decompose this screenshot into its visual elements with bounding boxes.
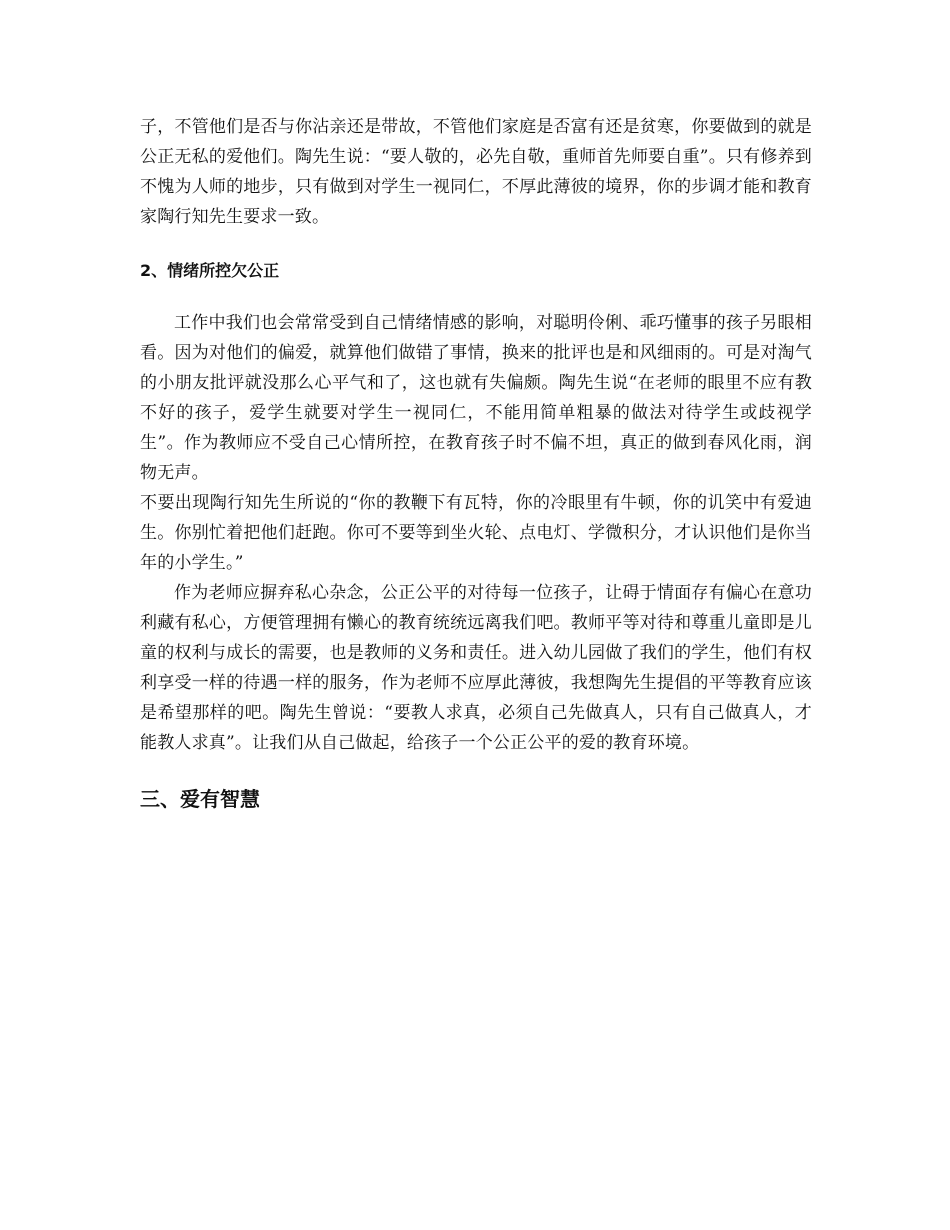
section-heading-wisdom: 三、爱有智慧 (140, 787, 260, 811)
document-page (140, 112, 812, 814)
paragraph-quote: 不要出现陶行知先生所说的“你的教鞭下有瓦特，你的冷眼里有牛顿，你的讥笑中有爱迪生。你别忙着把他们赶跑。你可不要等到坐火轮、点电灯、学微积分，才认识他们是你当年的小学生。” (140, 493, 812, 573)
paragraph-continuation: 子，不管他们是否与你沾亲还是带故，不管他们家庭是否富有还是贫寒，你要做到的就是公正无私的爱他们。陶先生说：“要人敬的，必先自敬，重师首先师要自重”。只有修养到不愧为人师的地步，只有做到对学生一视同仁，不厚此薄彼的境界，你的步调才能和教育家陶行知先生要求一致。 (140, 117, 812, 227)
section-heading-emotion: 2、情绪所控欠公正 (140, 261, 280, 280)
paragraph-emotion: 工作中我们也会常常受到自己情绪情感的影响，对聪明伶俐、乖巧懂事的孩子另眼相看。因为对他们的偏爱，就算他们做错了事情，换来的批评也是和风细雨的。可是对淘气的小朋友批评就没那么心平气和了，这也就有失偏颇。陶先生说“在老师的眼里不应有教不好的孩子，爱学生就要对学生一视同仁，不能用简单粗暴的做法对待学生或歧视学生”。作为教师应不受自己心情所控，在教育孩子时不偏不坦，真正的做到春风化雨，润物无声。 (140, 313, 812, 483)
paragraph-fairness: 作为老师应摒弃私心杂念，公正公平的对待每一位孩子，让碍于情面存有偏心在意功利藏有私心，方便管理拥有懒心的教育统统远离我们吧。教师平等对待和尊重儿童即是儿童的权利与成长的需要，也是教师的义务和责任。进入幼儿园做了我们的学生，他们有权利享受一样的待遇一样的服务，作为老师不应厚此薄彼，我想陶先生提倡的平等教育应该是希望那样的吧。陶先生曾说：“要教人求真，必须自己先做真人，只有自己做真人，才能教人求真”。让我们从自己做起，给孩子一个公正公平的爱的教育环境。 (140, 583, 812, 753)
